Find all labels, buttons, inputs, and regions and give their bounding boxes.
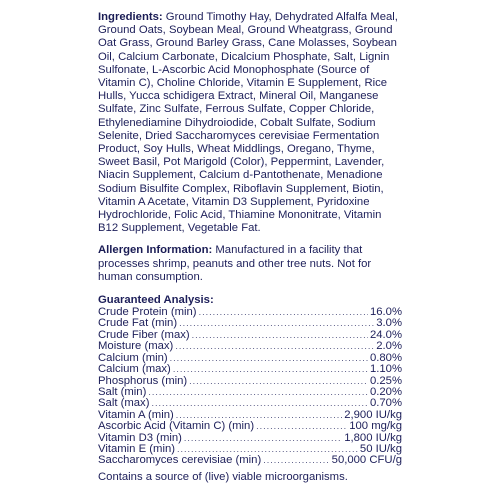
allergen-paragraph (98, 244, 402, 284)
dot-leader (189, 376, 368, 387)
analysis-label: Vitamin D3 (min) (98, 431, 182, 444)
analysis-value: 1,800 IU/kg (344, 431, 402, 444)
dot-leader (151, 398, 367, 409)
dot-leader (148, 387, 368, 398)
analysis-row (98, 455, 402, 466)
analysis-label: Vitamin A (min) (98, 408, 174, 421)
analysis-value: 0.25% (369, 374, 402, 387)
allergen-heading: Allergen Information: (98, 244, 213, 257)
analysis-label: Vitamin E (min) (98, 442, 176, 455)
microorganisms-note: Contains a source of (live) viable microorganisms. (98, 470, 348, 483)
analysis-value: 0.20% (369, 385, 402, 398)
analysis-label: Salt (max) (98, 397, 150, 410)
analysis-row (98, 341, 402, 352)
analysis-value: 2,900 IU/kg (344, 408, 402, 421)
dot-leader (199, 307, 368, 318)
dot-leader (184, 433, 342, 444)
analysis-label: Crude Fat (min) (98, 317, 178, 330)
ingredients-text: Ground Timothy Hay, Dehydrated Alfalfa Meal, Ground Oats, Soybean Meal, Ground Wheatgrass, Ground Oat Grass, Ground Barley Grass, Cane Molasses, Soybean Oil, Calcium Carbonate, Dicalcium Phosphate, Salt, Lignin Sulfonate, L-Ascorbic Acid Monophosphate (Source of Vitamin C), Choline Chloride, Vitamin E Supplement, Rice Hulls, Yucca schidigera Extract, Mineral Oil, Manganese Sulfate, Zinc Sulfate, Ferrous Sulfate, Copper Chloride, Ethylenediamine Dihydroiodide, Cobalt Sulfate, Sodium Selenite, Dried Saccharomyces cerevisiae Fermentation Product, Soy Hulls, Wheat Middlings, Oregano, Thyme, Sweet Basil, Pot Marigold (Color), Peppermint, Lavender, Niacin Supplement, Calcium d-Pantothenate, Menadione Sodium Bisulfite Complex, Riboflavin Supplement, Biotin, Vitamin A Acetate, Vitamin D3 Supplement, Pyridoxine Hydrochloride, Folic Acid, Thiamine Mononitrate, Vitamin B12 Supplement, Vegetable Fat. (98, 11, 398, 235)
guaranteed-analysis-heading: Guaranteed Analysis: (98, 294, 214, 307)
ingredients-paragraph (98, 11, 402, 235)
ingredients-heading: Ingredients: (98, 11, 163, 23)
analysis-value: 50 IU/kg (359, 442, 402, 455)
analysis-value: 1.10% (369, 363, 402, 376)
guaranteed-analysis-table (98, 307, 402, 467)
analysis-label: Calcium (min) (98, 351, 168, 364)
analysis-row (98, 421, 402, 432)
dot-leader (256, 421, 347, 432)
dot-leader (175, 341, 374, 352)
analysis-value: 3.0% (376, 317, 402, 330)
analysis-value: 0.80% (369, 351, 402, 364)
analysis-value: 100 mg/kg (349, 420, 402, 433)
dot-leader (179, 318, 374, 329)
analysis-value: 50,000 CFU/g (331, 454, 402, 467)
dot-leader (170, 353, 368, 364)
analysis-label: Crude Fiber (max) (98, 328, 190, 341)
analysis-label: Saccharomyces cerevisiae (min) (98, 454, 262, 467)
dot-leader (263, 455, 329, 466)
analysis-value: 2.0% (376, 340, 402, 353)
analysis-value: 0.70% (369, 397, 402, 410)
analysis-value: 16.0% (369, 306, 402, 319)
analysis-label: Calcium (max) (98, 363, 171, 376)
analysis-row (98, 364, 402, 375)
dot-leader (192, 330, 368, 341)
label-content (98, 11, 402, 484)
analysis-row (98, 398, 402, 409)
analysis-label: Ascorbic Acid (Vitamin C) (min) (98, 420, 255, 433)
dot-leader (173, 364, 368, 375)
analysis-label: Phosphorus (min) (98, 374, 188, 387)
analysis-value: 24.0% (369, 328, 402, 341)
analysis-label: Crude Protein (min) (98, 306, 197, 319)
analysis-label: Moisture (max) (98, 340, 174, 353)
analysis-label: Salt (min) (98, 385, 147, 398)
allergen-text: Manufactured in a facility that processes shrimp, peanuts and other tree nuts. Not for human consumption. (98, 244, 372, 283)
